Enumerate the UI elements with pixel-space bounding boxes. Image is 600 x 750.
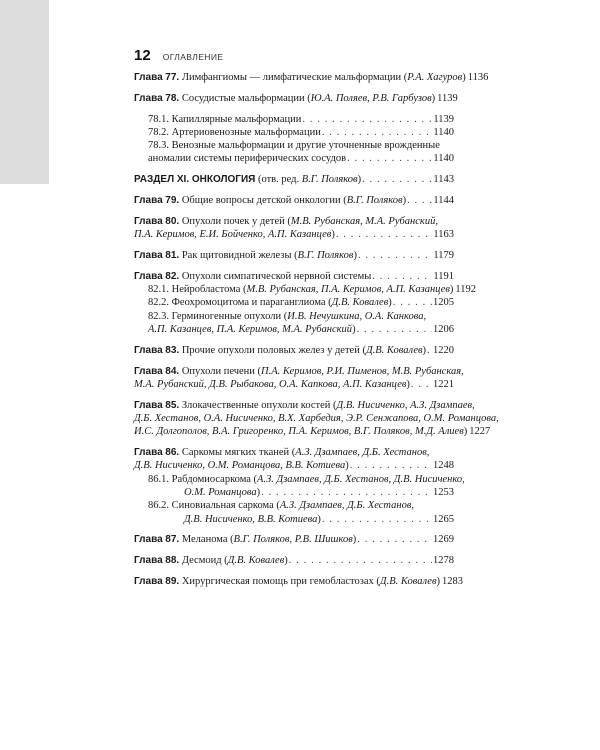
entry-authors: Ю.А. Поляев, Р.В. Гарбузов [310, 92, 432, 104]
entry-line [134, 446, 454, 459]
dot-leader [336, 228, 433, 241]
page-ref: 1192 [455, 284, 477, 296]
toc-subentry [148, 296, 454, 309]
entry-title: 86.1. Рабдомиосаркома ( [148, 473, 258, 485]
entry-last-line [134, 249, 454, 262]
entry-authors: М.В. Рубанская, М.А. Рубанский, [290, 215, 438, 227]
entry-title: Прочие опухоли половых желез у детей ( [181, 344, 366, 356]
entry-last-line [134, 459, 454, 472]
toc-chapter [134, 249, 454, 262]
page-ref: 1144 [433, 195, 454, 207]
entry-title: 82.3. Герминогенные опухоли ( [148, 310, 288, 322]
entry-title: Опухоли симпатической нервной системы [181, 270, 372, 282]
entry-last-line [134, 575, 464, 588]
entry-title-end: ) [352, 534, 357, 546]
entry-title: Меланома ( [181, 534, 234, 546]
entry-title-end: ) [331, 229, 335, 241]
entry-title: Саркомы мягких тканей ( [181, 447, 296, 459]
chapter-label: Глава [134, 365, 163, 377]
entry-title-end: ) [431, 92, 436, 104]
chapter-number: 88. [165, 555, 180, 567]
entry-title: Десмоид ( [181, 555, 228, 567]
chapter-number: 83. [165, 344, 180, 356]
dot-leader [357, 323, 432, 336]
entry-text [134, 378, 410, 391]
entry-text [134, 173, 361, 186]
entry-line [134, 215, 454, 228]
entry-last-line [134, 533, 454, 546]
entry-authors: М.А. Рубанский, Д.В. Рыбакова, О.А. Капкова, А.П. Казанцев [134, 378, 407, 390]
entry-authors: Д.В. Ковалев [379, 575, 437, 587]
chapter-number: 84. [165, 365, 180, 377]
entry-authors: М.В. Рубанская, П.А. Керимов, А.П. Казанцев [246, 284, 450, 296]
toc-subentry [148, 499, 454, 526]
chapter-number: 80. [165, 215, 180, 227]
dot-leader [393, 296, 432, 309]
entry-text [148, 113, 301, 126]
chapter-label: Глава [134, 555, 163, 567]
toc-chapter [134, 92, 458, 105]
entry-line [148, 499, 454, 512]
page-ref: 1179 [433, 249, 454, 261]
dot-leader [347, 152, 432, 165]
entry-last-line [134, 270, 454, 283]
page-ref: 1205 [433, 297, 454, 309]
entry-last-line [148, 323, 454, 336]
chapter-number: 77. [165, 72, 180, 83]
dot-leader [322, 513, 432, 526]
entry-title: 78.2. Артериовенозные мальформации [148, 126, 321, 138]
entry-authors: Р.А. Хагуров [407, 72, 463, 83]
entry-last-line [148, 152, 454, 165]
page-ref: 1221 [433, 378, 454, 390]
chapter-label: Глава [134, 72, 163, 83]
chapter-label: Глава [134, 249, 163, 261]
entry-title: (отв. ред. [255, 174, 302, 186]
entry-text [134, 194, 406, 207]
entry-text [134, 575, 440, 588]
entry-title: 82.2. Феохромоцитома и параганглиома ( [148, 297, 332, 309]
running-title: ОГЛАВЛЕНИЕ [162, 52, 224, 62]
chapter-label: Глава [134, 195, 163, 207]
entry-text [148, 126, 321, 139]
entry-text [134, 92, 435, 105]
entry-title-end: ) [353, 249, 357, 261]
page-ref: 1206 [433, 323, 454, 335]
entry-text [134, 228, 335, 241]
entry-title: 86.2. Синовиальная саркома ( [148, 500, 280, 512]
entry-line [134, 365, 464, 378]
page-number: 12 [134, 47, 151, 64]
chapter-number: 87. [165, 534, 180, 546]
dot-leader [411, 378, 432, 391]
entry-last-line [134, 71, 489, 84]
entry-authors: Д.В. Ковалев [331, 297, 389, 309]
entry-title: Злокачественные опухоли костей ( [181, 399, 337, 411]
entry-authors: А.З. Дзампаев, Д.Б. Хестанов, Д.В. Нисиченко, [257, 473, 465, 485]
toc-chapter [134, 71, 489, 84]
entry-authors: В.Г. Поляков [297, 249, 354, 261]
entry-authors: П.А. Керимов, Е.И. Бойченко, А.П. Казанцев [134, 229, 332, 241]
entry-title: Сосудистые мальформации ( [181, 92, 311, 104]
entry-authors: В.Г. Поляков [301, 174, 358, 186]
toc-chapter [134, 554, 454, 567]
entry-last-line [148, 296, 454, 309]
entry-title: Рак щитовидной железы ( [181, 249, 298, 261]
entry-title-end: ) [449, 284, 454, 296]
entry-last-line [134, 344, 454, 357]
entry-line [148, 310, 454, 323]
page-ref: 1139 [433, 113, 454, 125]
page-ref: 1220 [433, 344, 454, 356]
toc-subentry [148, 126, 454, 139]
chapter-number: 79. [165, 195, 180, 207]
page-ref: 1140 [433, 126, 454, 138]
toc-subentry [148, 113, 454, 126]
entry-text [134, 425, 467, 438]
chapter-number: 85. [165, 399, 180, 411]
page-ref: 1278 [433, 555, 454, 567]
dot-leader [302, 113, 432, 126]
entry-title: Лимфангиомы — лимфатические мальформации ( [181, 72, 408, 83]
entry-text [134, 270, 371, 283]
entry-authors: И.С. Долгополов, В.А. Григоренко, П.А. Керимов, В.Г. Поляков, М.Д. Алиев [134, 426, 464, 438]
entry-last-line [148, 126, 454, 139]
toc-subentry [148, 139, 454, 166]
toc-chapter [134, 344, 454, 357]
toc-chapter [134, 194, 454, 207]
entry-title: Общие вопросы детской онкологии ( [181, 195, 347, 207]
page-ref: 1253 [433, 486, 454, 498]
page-ref: 1191 [433, 270, 454, 282]
entry-authors: Д.В. Нисиченко, В.В. Котиева [184, 513, 318, 525]
running-head [134, 47, 223, 64]
entry-line [148, 139, 454, 152]
entry-title: Хирургическая помощь при гемобластозах ( [181, 575, 380, 587]
chapter-number: 89. [165, 575, 180, 587]
entry-title-end: ) [422, 344, 427, 356]
entry-title: 82.1. Нейробластома ( [148, 284, 247, 296]
chapter-label: Глава [134, 447, 163, 459]
entry-text [184, 486, 260, 499]
chapter-label: Глава [134, 92, 163, 104]
page-ref: 1248 [433, 460, 454, 472]
chapter-label: Глава [134, 399, 163, 411]
entry-authors: Д.В. Нисиченко, О.М. Романцова, В.В. Котиева [134, 460, 346, 472]
entry-last-line [134, 173, 454, 186]
page-edge-tab [0, 0, 49, 184]
dot-leader [427, 344, 432, 357]
entry-last-line [134, 378, 454, 391]
entry-title-end: ) [317, 513, 321, 525]
entry-title-end: ) [352, 323, 356, 335]
entry-authors: А.З. Дзампаев, Д.Б. Хестанов, [279, 500, 415, 512]
entry-title-end: ) [284, 555, 288, 567]
entry-authors: И.В. Нечушкина, О.А. Канкова, [287, 310, 427, 322]
chapter-label: Глава [134, 575, 163, 587]
page-ref: 1227 [469, 426, 491, 438]
entry-title: Опухоли печени ( [181, 365, 262, 377]
chapter-number: 82. [165, 270, 180, 282]
entry-title-end: ) [462, 72, 466, 83]
page-ref: 1265 [433, 513, 454, 525]
entry-authors: Д.Б. Хестанов, О.А. Нисиченко, В.Х. Харбедия, Э.Р. Сенжапова, О.М. Романцова, [134, 412, 499, 424]
toc-chapter [134, 215, 454, 242]
entry-title-end: ) [463, 426, 468, 438]
toc-chapter [134, 575, 464, 588]
entry-title: 78.1. Капиллярные мальформации [148, 113, 302, 125]
dot-leader [372, 270, 432, 283]
entry-last-line [184, 486, 454, 499]
toc-subentry [148, 473, 465, 500]
entry-text [134, 459, 349, 472]
dot-leader [357, 533, 432, 546]
page-ref: 1140 [433, 153, 454, 165]
entry-last-line [184, 513, 454, 526]
toc-chapter [134, 365, 464, 392]
entry-title-end: ) [402, 195, 407, 207]
page-ref: 1269 [433, 534, 454, 546]
page-ref: 1139 [437, 92, 458, 104]
chapter-number: 81. [165, 249, 180, 261]
table-of-contents [134, 71, 499, 596]
entry-line [134, 412, 499, 425]
page-ref: 1283 [442, 575, 464, 587]
entry-last-line [134, 194, 454, 207]
entry-authors: О.М. Романцова [184, 486, 257, 498]
entry-text [148, 283, 453, 296]
entry-last-line [148, 113, 454, 126]
dot-leader [407, 194, 432, 207]
entry-title-end: ) [436, 575, 441, 587]
entry-authors: В.Г. Поляков, Р.В. Шишков [233, 534, 353, 546]
chapter-label: Глава [134, 534, 163, 546]
dot-leader [350, 459, 432, 472]
entry-title: аномалии системы периферических сосудов [148, 153, 347, 165]
dot-leader [358, 249, 432, 262]
section-label: РАЗДЕЛ XI. ОНКОЛОГИЯ [134, 174, 256, 186]
entry-text [148, 296, 392, 309]
entry-authors: Д.В. Ковалев [227, 555, 285, 567]
entry-text [134, 344, 426, 357]
entry-line [134, 399, 475, 412]
entry-last-line [134, 92, 458, 105]
entry-authors: А.П. Казанцев, П.А. Керимов, М.А. Рубанский [148, 323, 353, 335]
entry-text [148, 323, 356, 336]
dot-leader [261, 486, 432, 499]
entry-authors: А.З. Дзампаев, Д.Б. Хестанов, [295, 447, 430, 459]
dot-leader [362, 173, 432, 186]
entry-text [134, 554, 288, 567]
toc-section [134, 173, 454, 186]
entry-last-line [134, 228, 454, 241]
entry-authors: П.А. Керимов, Р.И. Пименов, М.В. Рубанская, [261, 365, 464, 377]
page-ref: 1136 [467, 72, 489, 83]
entry-title: Опухоли почек у детей ( [181, 215, 291, 227]
toc-chapter [134, 446, 454, 473]
entry-text [184, 513, 321, 526]
entry-authors: В.Г. Поляков [346, 195, 403, 207]
toc-chapter [134, 399, 499, 439]
entry-authors: Д.В. Ковалев [365, 344, 423, 356]
entry-text [134, 533, 356, 546]
toc-subentry [148, 283, 477, 296]
entry-title: 78.3. Венозные мальформации и другие уточненные врожденные [148, 140, 440, 152]
entry-text [148, 152, 346, 165]
chapter-label: Глава [134, 270, 163, 282]
toc-chapter [134, 533, 454, 546]
entry-title-end: ) [357, 174, 362, 186]
entry-title-end: ) [256, 486, 261, 498]
toc-chapter [134, 270, 454, 283]
entry-text [134, 249, 357, 262]
entry-line [148, 473, 465, 486]
toc-subentry [148, 310, 454, 337]
page-ref: 1143 [433, 174, 454, 186]
chapter-label: Глава [134, 344, 163, 356]
entry-authors: Д.В. Нисиченко, А.З. Дзампаев, [336, 399, 475, 411]
dot-leader [322, 126, 433, 139]
entry-last-line [134, 554, 454, 567]
chapter-number: 86. [165, 447, 180, 459]
dot-leader [289, 554, 432, 567]
entry-last-line [134, 425, 491, 438]
chapter-number: 78. [165, 92, 180, 104]
entry-title-end: ) [388, 297, 392, 309]
entry-last-line [148, 283, 477, 296]
chapter-label: Глава [134, 215, 163, 227]
entry-text [134, 71, 466, 84]
entry-title-end: ) [406, 378, 410, 390]
entry-title-end: ) [345, 460, 349, 472]
page-ref: 1163 [433, 229, 454, 241]
